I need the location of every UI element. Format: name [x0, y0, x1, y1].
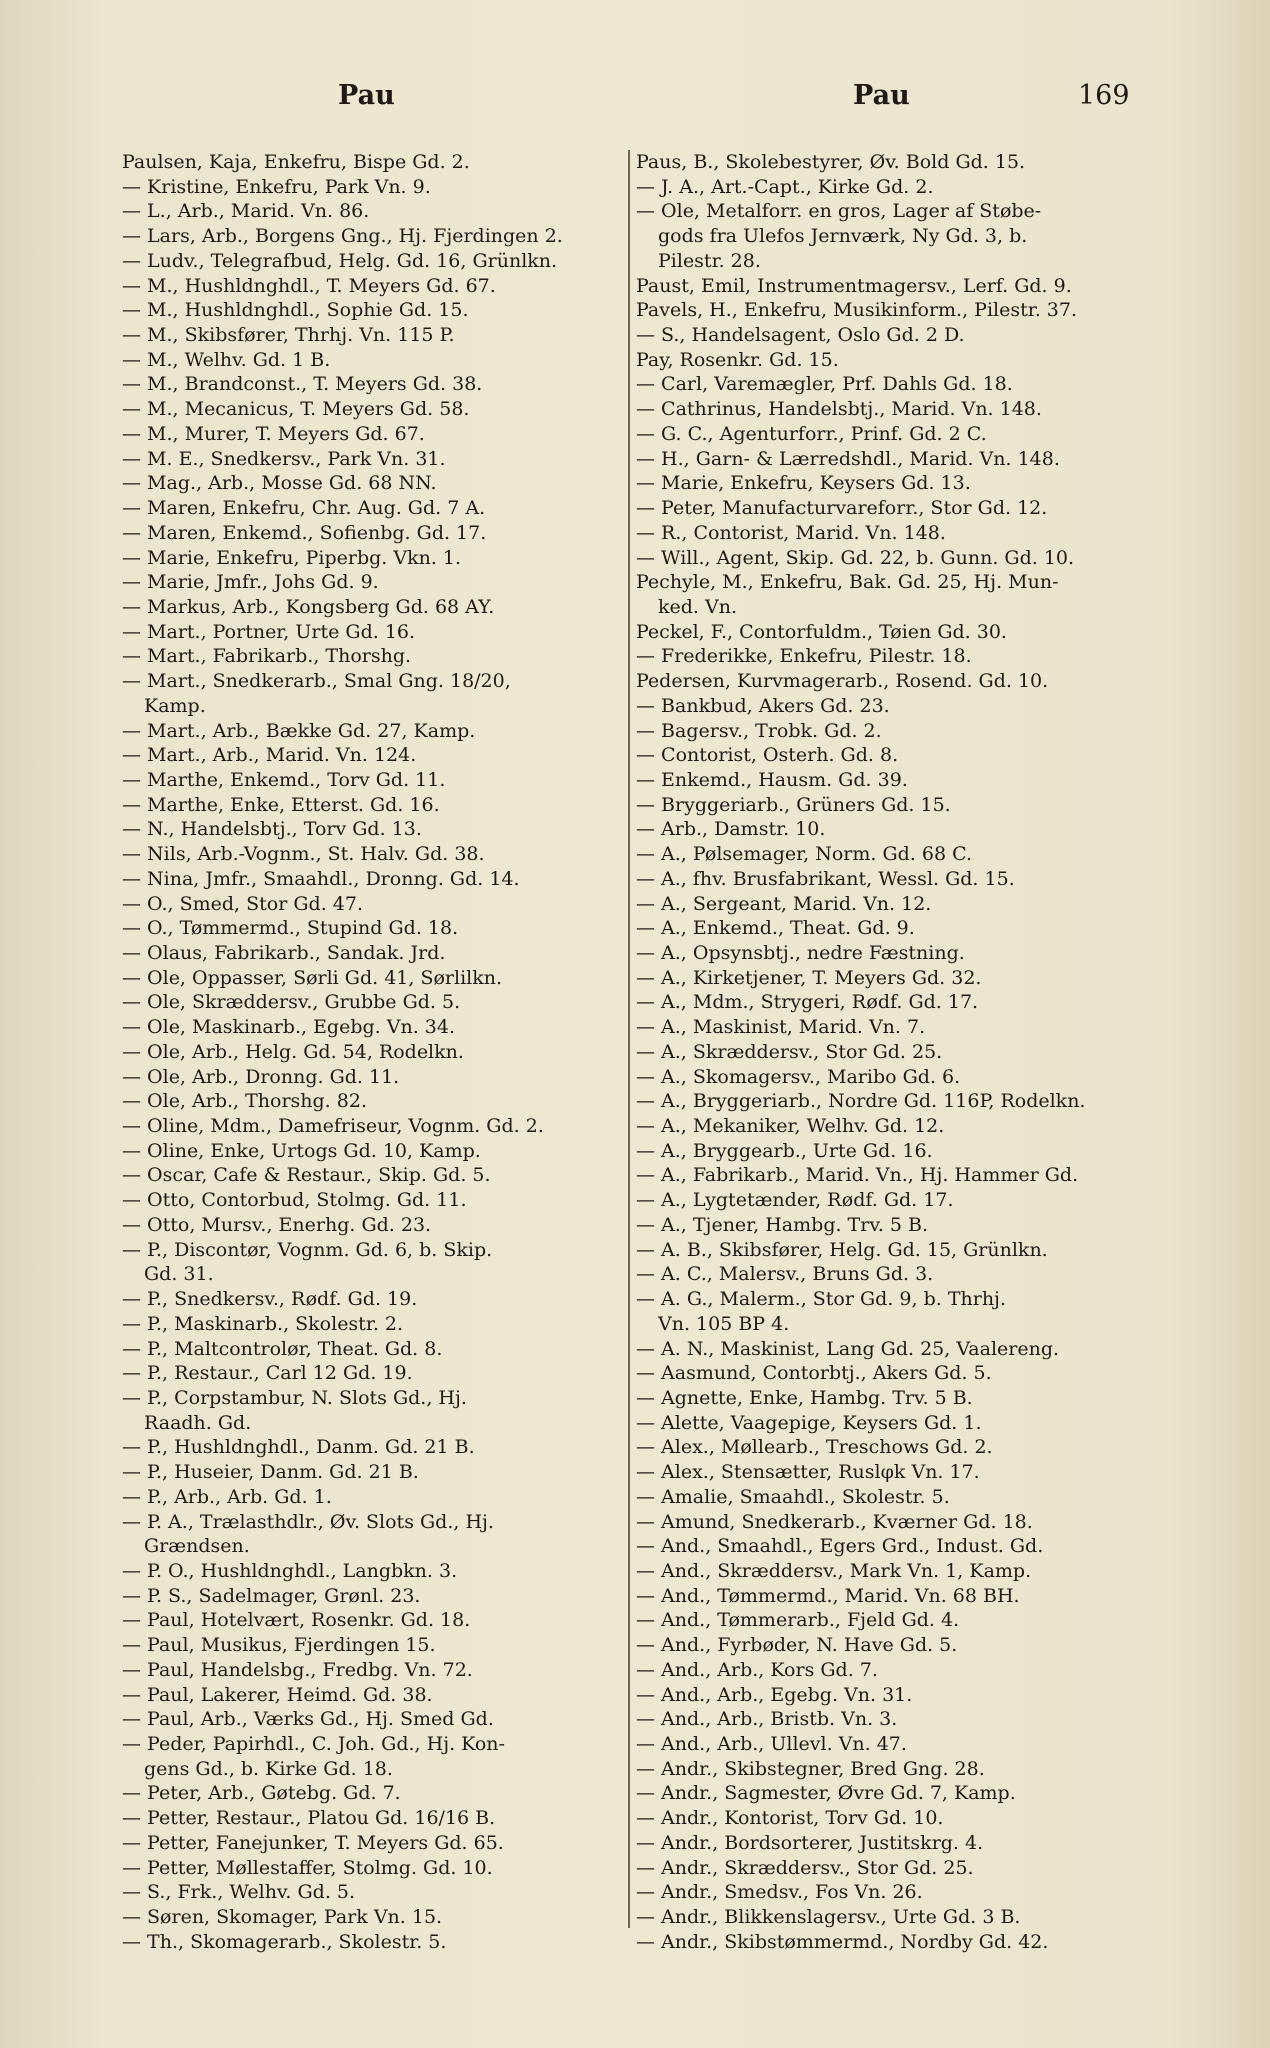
directory-entry: — Enkemd., Hausm. Gd. 39. [636, 768, 908, 791]
directory-entry: — Ludv., Telegrafbud, Helg. Gd. 16, Grünlkn. [122, 249, 558, 272]
directory-entry: — Amund, Snedkerarb., Kværner Gd. 18. [636, 1510, 1033, 1533]
directory-entry: — Mart., Arb., Marid. Vn. 124. [122, 744, 417, 767]
directory-entry: — A., Tjener, Hambg. Trv. 5 B. [636, 1213, 929, 1236]
directory-entry: — Cathrinus, Handelsbtj., Marid. Vn. 148. [636, 398, 1042, 421]
directory-entry: — A., Sergeant, Marid. Vn. 12. [636, 892, 932, 915]
directory-entry: — J. A., Art.-Capt., Kirke Gd. 2. [636, 175, 934, 198]
directory-entry: — Aasmund, Contorbtj., Akers Gd. 5. [636, 1362, 992, 1385]
directory-entry: — O., Tømmermd., Stupind Gd. 18. [122, 917, 459, 940]
directory-entry: — Contorist, Osterh. Gd. 8. [636, 744, 899, 767]
right-column [636, 150, 1134, 1954]
directory-entry: — Ole, Arb., Dronng. Gd. 11. [122, 1065, 400, 1088]
directory-entry: — Andr., Smedsv., Fos Vn. 26. [636, 1881, 923, 1904]
directory-entry: — Andr., Skibstegner, Bred Gng. 28. [636, 1757, 985, 1780]
directory-entry: — Petter, Møllestaffer, Stolmg. Gd. 10. [122, 1856, 493, 1879]
directory-entry: — Bankbud, Akers Gd. 23. [636, 694, 890, 717]
column-divider [628, 150, 630, 1928]
directory-entry: — P., Arb., Arb. Gd. 1. [122, 1485, 332, 1508]
directory-entry: Raadh. Gd. [144, 1411, 252, 1434]
directory-entry: — A., Bryggearb., Urte Gd. 16. [636, 1139, 933, 1162]
directory-entry: — A., fhv. Brusfabrikant, Wessl. Gd. 15. [636, 867, 1015, 890]
directory-entry: — Will., Agent, Skip. Gd. 22, b. Gunn. Gd. 10. [636, 546, 1075, 569]
directory-entry: Pilestr. 28. [658, 249, 761, 272]
directory-entry: — And., Arb., Egebg. Vn. 31. [636, 1683, 913, 1706]
directory-entry: — L., Arb., Marid. Vn. 86. [122, 200, 370, 223]
directory-entry: — A., Fabrikarb., Marid. Vn., Hj. Hammer Gd. [636, 1164, 1079, 1187]
directory-entry: — A., Maskinist, Marid. Vn. 7. [636, 1016, 926, 1039]
directory-entry: — M., Hushldnghdl., Sophie Gd. 15. [122, 299, 469, 322]
directory-entry: — Bagersv., Trobk. Gd. 2. [636, 719, 882, 742]
directory-entry: — P., Restaur., Carl 12 Gd. 19. [122, 1362, 413, 1385]
directory-entry: — R., Contorist, Marid. Vn. 148. [636, 521, 946, 544]
directory-entry: — Paul, Handelsbg., Fredbg. Vn. 72. [122, 1658, 473, 1681]
directory-entry: — Paul, Arb., Værks Gd., Hj. Smed Gd. [122, 1708, 494, 1731]
directory-entry: — A., Lygtetænder, Rødf. Gd. 17. [636, 1189, 954, 1212]
directory-entry: — P. O., Hushldnghdl., Langbkn. 3. [122, 1559, 458, 1582]
directory-entry: — Amalie, Smaahdl., Skolestr. 5. [636, 1485, 950, 1508]
directory-entry: Paulsen, Kaja, Enkefru, Bispe Gd. 2. [122, 151, 470, 173]
directory-entry: Pechyle, M., Enkefru, Bak. Gd. 25, Hj. Mun- [636, 571, 1059, 594]
directory-entry: — P., Hushldnghdl., Danm. Gd. 21 B. [122, 1436, 475, 1459]
directory-entry: — Paul, Lakerer, Heimd. Gd. 38. [122, 1683, 433, 1706]
directory-entry: — Andr., Sagmester, Øvre Gd. 7, Kamp. [636, 1782, 1016, 1805]
left-running-head: Pau [338, 80, 395, 111]
directory-entry: Vn. 105 BP 4. [658, 1312, 790, 1335]
directory-entry: — Th., Skomagerarb., Skolestr. 5. [122, 1930, 447, 1953]
directory-entry: Paus, B., Skolebestyrer, Øv. Bold Gd. 15. [636, 151, 1026, 173]
directory-entry: — A., Pølsemager, Norm. Gd. 68 C. [636, 843, 973, 866]
directory-entry: — Marthe, Enke, Etterst. Gd. 16. [122, 793, 440, 816]
directory-entry: gens Gd., b. Kirke Gd. 18. [144, 1757, 393, 1780]
directory-entry: — Ole, Arb., Helg. Gd. 54, Rodelkn. [122, 1040, 464, 1063]
directory-entry: — Marie, Enkefru, Piperbg. Vkn. 1. [122, 546, 462, 569]
directory-entry: — Otto, Mursv., Enerhg. Gd. 23. [122, 1213, 432, 1236]
directory-entry: — Kristine, Enkefru, Park Vn. 9. [122, 175, 431, 198]
directory-entry: — And., Arb., Kors Gd. 7. [636, 1658, 878, 1681]
directory-entry: — Ole, Metalforr. en gros, Lager af Støbe- [636, 200, 1042, 223]
directory-entry: — Alex., Stensætter, Ruslφk Vn. 17. [636, 1461, 980, 1484]
directory-entry: — M., Hushldnghdl., T. Meyers Gd. 67. [122, 274, 496, 297]
directory-entry: — P., Snedkersv., Rødf. Gd. 19. [122, 1288, 418, 1311]
directory-entry: — Otto, Contorbud, Stolmg. Gd. 11. [122, 1189, 467, 1212]
directory-entry: — Andr., Kontorist, Torv Gd. 10. [636, 1807, 944, 1830]
directory-entry: — Petter, Restaur., Platou Gd. 16/16 B. [122, 1807, 496, 1830]
directory-entry: — And., Arb., Bristb. Vn. 3. [636, 1708, 898, 1731]
directory-entry: — H., Garn- & Lærredshdl., Marid. Vn. 148. [636, 447, 1060, 470]
directory-entry: — Paul, Hotelvært, Rosenkr. Gd. 18. [122, 1609, 471, 1632]
directory-entry: — Mart., Portner, Urte Gd. 16. [122, 620, 416, 643]
directory-entry: — Ole, Skræddersv., Grubbe Gd. 5. [122, 991, 461, 1014]
directory-entry: Kamp. [144, 694, 206, 717]
directory-entry: — And., Tømmerarb., Fjeld Gd. 4. [636, 1609, 960, 1632]
directory-entry: — Maren, Enkemd., Sofienbg. Gd. 17. [122, 521, 487, 544]
directory-entry: — Alex., Møllearb., Treschows Gd. 2. [636, 1436, 993, 1459]
directory-entry: — A. N., Maskinist, Lang Gd. 25, Vaalereng. [636, 1337, 1060, 1360]
directory-entry: — A. B., Skibsfører, Helg. Gd. 15, Grünlkn. [636, 1238, 1048, 1261]
directory-entry: — Alette, Vaagepige, Keysers Gd. 1. [636, 1411, 982, 1434]
directory-entry: — Petter, Fanejunker, T. Meyers Gd. 65. [122, 1831, 504, 1854]
directory-entry: — P., Maltcontrolør, Theat. Gd. 8. [122, 1337, 443, 1360]
directory-entry: — Søren, Skomager, Park Vn. 15. [122, 1906, 443, 1929]
directory-entry: — A. C., Malersv., Bruns Gd. 3. [636, 1263, 934, 1286]
directory-entry: — Olaus, Fabrikarb., Sandak. Jrd. [122, 942, 446, 964]
directory-entry: Gd. 31. [144, 1263, 214, 1286]
directory-entry: — And., Smaahdl., Egers Grd., Indust. Gd. [636, 1535, 1044, 1558]
directory-entry: Pavels, H., Enkefru, Musikinform., Pilestr. 37. [636, 299, 1078, 322]
directory-entry: — Oline, Enke, Urtogs Gd. 10, Kamp. [122, 1139, 481, 1162]
directory-entry: — Marthe, Enkemd., Torv Gd. 11. [122, 768, 446, 791]
directory-entry: Pay, Rosenkr. Gd. 15. [636, 348, 839, 371]
directory-entry: — M. E., Snedkersv., Park Vn. 31. [122, 447, 446, 470]
directory-entry: — O., Smed, Stor Gd. 47. [122, 892, 363, 915]
directory-entry: — Mart., Fabrikarb., Thorshg. [122, 645, 412, 668]
directory-entry: — Mart., Arb., Bække Gd. 27, Kamp. [122, 719, 476, 742]
directory-entry: — P., Maskinarb., Skolestr. 2. [122, 1312, 404, 1335]
directory-entry: — Bryggeriarb., Grüners Gd. 15. [636, 793, 951, 816]
directory-entry: — A., Mdm., Strygeri, Rødf. Gd. 17. [636, 991, 979, 1014]
page-number: 169 [1078, 80, 1130, 111]
directory-entry: — N., Handelsbtj., Torv Gd. 13. [122, 818, 422, 841]
directory-entry: — Andr., Blikkenslagersv., Urte Gd. 3 B. [636, 1906, 1021, 1929]
directory-entry: Pedersen, Kurvmagerarb., Rosend. Gd. 10. [636, 670, 1049, 693]
directory-entry: — Ole, Oppasser, Sørli Gd. 41, Sørlilkn. [122, 966, 503, 989]
directory-entry: — Lars, Arb., Borgens Gng., Hj. Fjerdingen 2. [122, 225, 563, 248]
directory-entry: — Maren, Enkefru, Chr. Aug. Gd. 7 A. [122, 497, 486, 520]
directory-entry: — Nina, Jmfr., Smaahdl., Dronng. Gd. 14. [122, 867, 520, 890]
directory-entry: — S., Frk., Welhv. Gd. 5. [122, 1881, 356, 1904]
directory-entry: — Agnette, Enke, Hambg. Trv. 5 B. [636, 1386, 973, 1409]
directory-entry: — Andr., Bordsorterer, Justitskrg. 4. [636, 1831, 984, 1854]
directory-entry: Peckel, F., Contorfuldm., Tøien Gd. 30. [636, 620, 1007, 643]
directory-entry: — Frederikke, Enkefru, Pilestr. 18. [636, 645, 972, 668]
directory-entry: — Mag., Arb., Mosse Gd. 68 NN. [122, 472, 437, 495]
directory-entry: — M., Murer, T. Meyers Gd. 67. [122, 422, 425, 445]
directory-entry: — And., Skræddersv., Mark Vn. 1, Kamp. [636, 1559, 1032, 1582]
directory-entry: — Markus, Arb., Kongsberg Gd. 68 AY. [122, 595, 495, 618]
directory-entry: — Paul, Musikus, Fjerdingen 15. [122, 1634, 436, 1657]
directory-entry: — Peter, Manufacturvareforr., Stor Gd. 12. [636, 497, 1048, 520]
directory-entry: — Marie, Jmfr., Johs Gd. 9. [122, 571, 379, 594]
directory-entry: — M., Skibsfører, Thrhj. Vn. 115 P. [122, 324, 455, 347]
directory-entry: — P., Corpstambur, N. Slots Gd., Hj. [122, 1386, 467, 1409]
directory-entry: gods fra Ulefos Jernværk, Ny Gd. 3, b. [658, 225, 1028, 248]
right-running-head: Pau [853, 80, 910, 111]
directory-entry: — Ole, Arb., Thorshg. 82. [122, 1090, 367, 1113]
directory-entry: — Arb., Damstr. 10. [636, 818, 826, 841]
directory-entry: — S., Handelsagent, Oslo Gd. 2 D. [636, 324, 965, 347]
directory-entry: Grændsen. [144, 1535, 250, 1558]
directory-entry: — P. A., Trælasthdlr., Øv. Slots Gd., Hj. [122, 1510, 494, 1533]
directory-entry: — A., Skomagersv., Maribo Gd. 6. [636, 1065, 961, 1088]
directory-entry: — Oline, Mdm., Damefriseur, Vognm. Gd. 2. [122, 1115, 544, 1138]
directory-entry: Paust, Emil, Instrumentmagersv., Lerf. Gd. 9. [636, 274, 1072, 297]
directory-entry: — And., Tømmermd., Marid. Vn. 68 BH. [636, 1584, 1020, 1607]
directory-entry: — Marie, Enkefru, Keysers Gd. 13. [636, 472, 971, 495]
directory-entry: — Carl, Varemægler, Prf. Dahls Gd. 18. [636, 373, 1013, 396]
directory-entry: — A., Opsynsbtj., nedre Fæstning. [636, 942, 965, 964]
directory-entry: — M., Mecanicus, T. Meyers Gd. 58. [122, 398, 470, 421]
directory-entry: — Ole, Maskinarb., Egebg. Vn. 34. [122, 1016, 456, 1039]
directory-entry: — G. C., Agenturforr., Prinf. Gd. 2 C. [636, 422, 987, 445]
directory-entry: ked. Vn. [658, 595, 737, 618]
directory-entry: — Andr., Skræddersv., Stor Gd. 25. [636, 1856, 974, 1879]
directory-entry: — Nils, Arb.-Vognm., St. Halv. Gd. 38. [122, 843, 485, 866]
directory-entry: — Mart., Snedkerarb., Smal Gng. 18/20, [122, 670, 511, 693]
directory-entry: — A., Bryggeriarb., Nordre Gd. 116P, Rodelkn. [636, 1090, 1086, 1113]
directory-entry: — Peter, Arb., Gøtebg. Gd. 7. [122, 1782, 401, 1805]
directory-entry: — Peder, Papirhdl., C. Joh. Gd., Hj. Kon- [122, 1733, 505, 1755]
left-column [122, 150, 620, 1954]
directory-entry: — M., Welhv. Gd. 1 B. [122, 348, 331, 371]
directory-entry: — P., Huseier, Danm. Gd. 21 B. [122, 1461, 419, 1484]
directory-entry: — P., Discontør, Vognm. Gd. 6, b. Skip. [122, 1238, 493, 1261]
directory-entry: — A., Mekaniker, Welhv. Gd. 12. [636, 1115, 945, 1138]
directory-entry: — A., Skræddersv., Stor Gd. 25. [636, 1040, 943, 1063]
directory-entry: — Andr., Skibstømmermd., Nordby Gd. 42. [636, 1930, 1049, 1953]
directory-entry: — A. G., Malerm., Stor Gd. 9, b. Thrhj. [636, 1288, 1006, 1311]
directory-entry: — And., Fyrbøder, N. Have Gd. 5. [636, 1634, 958, 1657]
directory-entry: — A., Kirketjener, T. Meyers Gd. 32. [636, 966, 982, 989]
directory-entry: — And., Arb., Ullevl. Vn. 47. [636, 1733, 907, 1755]
directory-entry: — Oscar, Cafe & Restaur., Skip. Gd. 5. [122, 1164, 491, 1187]
directory-entry: — A., Enkemd., Theat. Gd. 9. [636, 917, 915, 940]
directory-entry: — M., Brandconst., T. Meyers Gd. 38. [122, 373, 483, 396]
directory-entry: — P. S., Sadelmager, Grønl. 23. [122, 1584, 421, 1607]
